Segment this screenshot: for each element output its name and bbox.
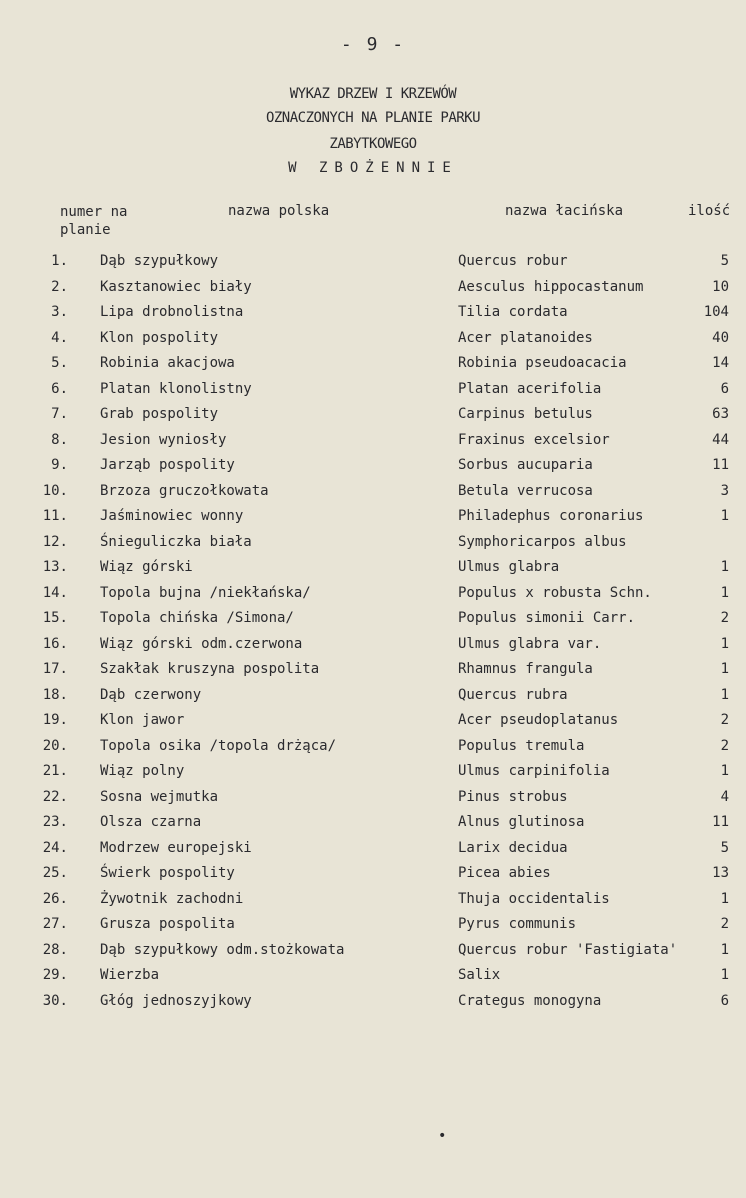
latin-name: Quercus robur 'Fastigiata' <box>458 941 678 958</box>
latin-name: Platan acerifolia <box>458 380 602 397</box>
table-row <box>0 993 746 1019</box>
polish-name: Modrzew europejski <box>100 839 252 856</box>
latin-name: Robinia pseudoacacia <box>458 355 627 371</box>
polish-name: Jesion wyniosły <box>100 431 227 448</box>
polish-name: Śnieguliczka biała <box>100 533 252 550</box>
row-number: 5. <box>51 355 68 371</box>
table-row <box>0 330 746 356</box>
polish-name: Klon pospolity <box>100 329 219 346</box>
row-number: 3. <box>51 304 68 320</box>
latin-name: Ulmus glabra var. <box>458 635 602 652</box>
polish-name: Dąb szypułkowy <box>100 253 219 269</box>
title-line-4: W ZBOŻENNIE <box>288 160 458 176</box>
quantity: 1 <box>720 967 729 983</box>
latin-name: Larix decidua <box>458 839 568 856</box>
table-row <box>0 967 746 993</box>
polish-name: Robinia akacjowa <box>100 355 235 371</box>
table-row <box>0 891 746 917</box>
row-number: 30. <box>42 992 68 1009</box>
polish-name: Szakłak kruszyna pospolita <box>100 661 320 677</box>
row-number: 25. <box>42 865 68 881</box>
polish-name: Grusza pospolita <box>100 916 235 932</box>
row-number: 15. <box>42 610 68 626</box>
quantity: 2 <box>720 916 729 932</box>
species-table <box>0 253 746 1018</box>
polish-name: Żywotnik zachodni <box>100 890 244 907</box>
quantity: 11 <box>712 814 729 830</box>
polish-name: Wiąz górski odm.czerwona <box>100 635 303 652</box>
latin-name: Pinus strobus <box>458 788 568 805</box>
row-number: 26. <box>42 890 68 907</box>
table-row <box>0 610 746 636</box>
table-row <box>0 508 746 534</box>
latin-name: Populus tremula <box>458 737 585 754</box>
row-number: 20. <box>42 737 68 754</box>
table-row <box>0 559 746 585</box>
table-row <box>0 534 746 560</box>
quantity: 5 <box>720 253 729 269</box>
row-number: 9. <box>51 457 68 473</box>
quantity: 14 <box>712 355 729 371</box>
quantity: 5 <box>720 839 729 856</box>
quantity: 1 <box>720 584 729 601</box>
table-row <box>0 457 746 483</box>
table-row <box>0 279 746 305</box>
latin-name: Populus simonii Carr. <box>458 610 636 626</box>
table-row <box>0 942 746 968</box>
latin-name: Quercus robur <box>458 253 568 269</box>
latin-name: Picea abies <box>458 865 551 881</box>
row-number: 17. <box>42 661 68 677</box>
polish-name: Topola chińska /Simona/ <box>100 610 294 626</box>
quantity: 2 <box>720 712 729 728</box>
row-number: 7. <box>51 406 68 422</box>
table-row <box>0 406 746 432</box>
polish-name: Lipa drobnolistna <box>100 304 244 320</box>
latin-name: Alnus glutinosa <box>458 814 585 830</box>
table-row <box>0 865 746 891</box>
table-row <box>0 687 746 713</box>
title-line-3: ZABYTKOWEGO <box>329 136 417 152</box>
row-number: 29. <box>42 967 68 983</box>
row-number: 11. <box>42 508 68 524</box>
latin-name: Betula verrucosa <box>458 482 593 499</box>
header-number: numer na planie <box>60 204 128 238</box>
quantity: 3 <box>720 482 729 499</box>
title-line-1: WYKAZ DRZEW I KRZEWÓW <box>289 86 457 102</box>
quantity: 1 <box>720 686 729 703</box>
table-row <box>0 483 746 509</box>
row-number: 16. <box>42 635 68 652</box>
polish-name: Kasztanowiec biały <box>100 278 252 295</box>
polish-name: Topola bujna /niekłańska/ <box>100 584 311 601</box>
quantity: 1 <box>720 763 729 779</box>
page-number: - 9 - <box>340 34 406 55</box>
quantity: 1 <box>720 661 729 677</box>
quantity: 1 <box>720 890 729 907</box>
latin-name: Salix <box>458 967 501 983</box>
row-number: 24. <box>42 839 68 856</box>
row-number: 6. <box>51 380 68 397</box>
latin-name: Ulmus carpinifolia <box>458 763 610 779</box>
polish-name: Topola osika /topola drżąca/ <box>100 737 337 754</box>
polish-name: Jaśminowiec wonny <box>100 508 244 524</box>
table-row <box>0 355 746 381</box>
polish-name: Sosna wejmutka <box>100 788 219 805</box>
table-row <box>0 712 746 738</box>
row-number: 12. <box>42 533 68 550</box>
row-number: 27. <box>42 916 68 932</box>
quantity: 104 <box>703 304 729 320</box>
latin-name: Philadephus coronarius <box>458 508 644 524</box>
table-row <box>0 304 746 330</box>
table-row <box>0 636 746 662</box>
polish-name: Jarząb pospolity <box>100 457 235 473</box>
table-row <box>0 661 746 687</box>
row-number: 13. <box>42 559 68 575</box>
quantity: 1 <box>720 559 729 575</box>
polish-name: Świerk pospolity <box>100 865 235 881</box>
row-number: 1. <box>51 253 68 269</box>
row-number: 18. <box>42 686 68 703</box>
table-row <box>0 916 746 942</box>
quantity: 63 <box>712 406 729 422</box>
latin-name: Populus x robusta Schn. <box>458 584 652 601</box>
latin-name: Pyrus communis <box>458 916 577 932</box>
latin-name: Thuja occidentalis <box>458 890 610 907</box>
polish-name: Dąb czerwony <box>100 686 202 703</box>
row-number: 28. <box>42 941 68 958</box>
row-number: 2. <box>51 278 68 295</box>
title-line-2: OZNACZONYCH NA PLANIE PARKU <box>265 110 481 126</box>
table-row <box>0 253 746 279</box>
quantity: 40 <box>712 329 729 346</box>
polish-name: Grab pospolity <box>100 406 219 422</box>
polish-name: Wierzba <box>100 967 160 983</box>
quantity: 6 <box>720 992 729 1009</box>
quantity: 44 <box>712 431 729 448</box>
table-row <box>0 738 746 764</box>
polish-name: Wiąz górski <box>100 559 193 575</box>
polish-name: Platan klonolistny <box>100 380 252 397</box>
quantity: 1 <box>720 635 729 652</box>
quantity: 1 <box>720 941 729 958</box>
latin-name: Carpinus betulus <box>458 406 593 422</box>
polish-name: Dąb szypułkowy odm.stożkowata <box>100 941 345 958</box>
quantity: 1 <box>720 508 729 524</box>
table-row <box>0 585 746 611</box>
latin-name: Aesculus hippocastanum <box>458 278 644 295</box>
table-row <box>0 381 746 407</box>
row-number: 8. <box>51 431 68 448</box>
latin-name: Fraxinus excelsior <box>458 431 610 448</box>
table-row <box>0 789 746 815</box>
header-latin-name: nazwa łacińska <box>505 203 624 219</box>
polish-name: Brzoza gruczołkowata <box>100 482 269 499</box>
header-quantity: ilość <box>688 203 731 219</box>
quantity: 6 <box>720 380 729 397</box>
quantity: 2 <box>720 610 729 626</box>
row-number: 21. <box>42 763 68 779</box>
table-row <box>0 432 746 458</box>
header-polish-name: nazwa polska <box>228 203 330 219</box>
quantity: 2 <box>720 737 729 754</box>
quantity: 11 <box>712 457 729 473</box>
polish-name: Klon jawor <box>100 712 185 728</box>
quantity: 4 <box>720 788 729 805</box>
quantity: 10 <box>712 278 729 295</box>
row-number: 22. <box>42 788 68 805</box>
table-row <box>0 814 746 840</box>
polish-name: Wiąz polny <box>100 763 185 779</box>
row-number: 10. <box>42 482 68 499</box>
latin-name: Acer pseudoplatanus <box>458 712 619 728</box>
speck-mark: • <box>438 1128 447 1144</box>
row-number: 23. <box>42 814 68 830</box>
row-number: 14. <box>42 584 68 601</box>
latin-name: Sorbus aucuparia <box>458 457 593 473</box>
latin-name: Crategus monogyna <box>458 992 602 1009</box>
polish-name: Olsza czarna <box>100 814 202 830</box>
row-number: 4. <box>51 329 68 346</box>
latin-name: Quercus rubra <box>458 686 568 703</box>
polish-name: Głóg jednoszyjkowy <box>100 992 252 1009</box>
latin-name: Ulmus glabra <box>458 559 560 575</box>
latin-name: Rhamnus frangula <box>458 661 593 677</box>
latin-name: Acer platanoides <box>458 329 593 346</box>
latin-name: Symphoricarpos albus <box>458 533 627 550</box>
row-number: 19. <box>42 712 68 728</box>
table-row <box>0 763 746 789</box>
quantity: 13 <box>712 865 729 881</box>
table-row <box>0 840 746 866</box>
latin-name: Tilia cordata <box>458 304 568 320</box>
